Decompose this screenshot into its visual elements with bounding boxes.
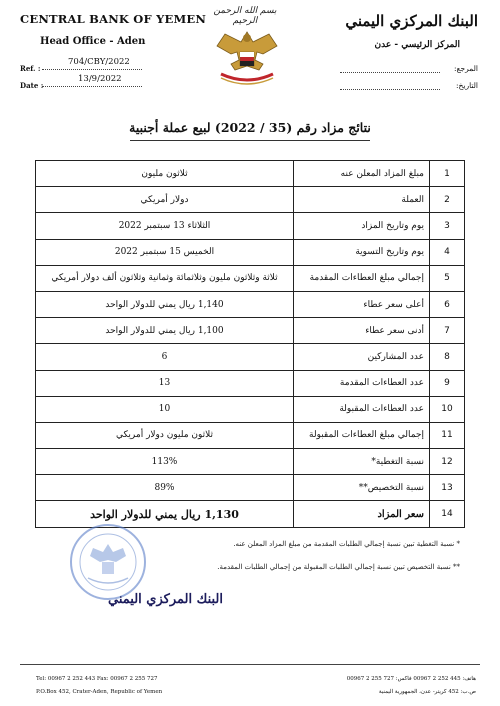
- row-label: عدد العطاءات المقدمة: [294, 370, 430, 396]
- coverage-note: * نسبة التغطية تبين نسبة إجمالي الطلبات المقدمة من مبلغ المزاد المعلن عنه.: [233, 540, 460, 548]
- row-label: يوم وتاريخ التسوية: [294, 239, 430, 265]
- row-value: 1,130 ريال يمني للدولار الواحد: [36, 501, 294, 527]
- yemen-eagle-emblem-icon: [207, 24, 287, 88]
- row-label: نسبة التغطية*: [294, 449, 430, 475]
- row-value: 1,140 ريال يمني للدولار الواحد: [36, 291, 294, 317]
- date-label: Date :: [20, 81, 44, 90]
- table-row: [36, 187, 465, 213]
- title-underline: [130, 140, 370, 141]
- date-value: 13/9/2022: [78, 74, 122, 84]
- row-number: 10: [430, 396, 465, 422]
- row-number: 14: [430, 501, 465, 527]
- row-label: نسبة التخصيص**: [294, 475, 430, 501]
- ref-label: Ref. :: [20, 64, 41, 73]
- row-label: العملة: [294, 187, 430, 213]
- footer-divider: [20, 664, 480, 665]
- row-value: 10: [36, 396, 294, 422]
- row-value: 1,100 ريال يمني للدولار الواحد: [36, 318, 294, 344]
- date-line: [42, 86, 142, 87]
- row-value: 6: [36, 344, 294, 370]
- row-label: يوم وتاريخ المزاد: [294, 213, 430, 239]
- arabic-bank-name: البنك المركزي اليمني: [345, 12, 478, 30]
- table-row: [36, 370, 465, 396]
- row-label: إجمالي مبلغ العطاءات المقبولة: [294, 422, 430, 448]
- english-office-name: Head Office - Aden: [40, 36, 146, 47]
- row-number: 1: [430, 161, 465, 187]
- row-number: 11: [430, 422, 465, 448]
- table-row: [36, 161, 465, 187]
- table-row: [36, 422, 465, 448]
- basmala: بسم الله الرحمن الرحيم: [213, 6, 277, 26]
- row-value: ثلاثون مليون: [36, 161, 294, 187]
- bank-signature: البنك المركزي اليمني: [108, 592, 223, 607]
- footer-english-address: P.O.Box 452, Crater-Aden, Republic of Yemen: [36, 689, 163, 695]
- row-value: ثلاثة وثلاثون مليون وثلاثمائة وثمانية وثلاثون ألف دولار أمريكي: [36, 265, 294, 291]
- arabic-ref-line: [340, 72, 440, 73]
- table-row: [36, 449, 465, 475]
- row-label: عدد العطاءات المقبولة: [294, 396, 430, 422]
- ref-value: 704/CBY/2022: [68, 57, 130, 67]
- row-number: 13: [430, 475, 465, 501]
- table-row: [36, 265, 465, 291]
- arabic-ref-label: المرجع:: [454, 64, 478, 73]
- arabic-office-name: المركز الرئيسي - عدن: [374, 40, 460, 50]
- row-number: 6: [430, 291, 465, 317]
- footer-arabic-address: ص.ب: 452 كريتر- عدن، الجمهورية اليمنية: [378, 689, 476, 695]
- row-label: عدد المشاركين: [294, 344, 430, 370]
- row-label: أعلى سعر عطاء: [294, 291, 430, 317]
- row-number: 12: [430, 449, 465, 475]
- row-number: 7: [430, 318, 465, 344]
- row-number: 2: [430, 187, 465, 213]
- row-value: ثلاثون مليون دولار أمريكي: [36, 422, 294, 448]
- row-value: 89%: [36, 475, 294, 501]
- table-row: [36, 239, 465, 265]
- table-row: [36, 396, 465, 422]
- table-row: [36, 344, 465, 370]
- table-row: [36, 213, 465, 239]
- arabic-date-line: [340, 89, 440, 90]
- auction-results-table: [35, 160, 465, 528]
- row-number: 5: [430, 265, 465, 291]
- row-number: 9: [430, 370, 465, 396]
- table-row: [36, 475, 465, 501]
- row-label: سعر المزاد: [294, 501, 430, 527]
- table-row: [36, 291, 465, 317]
- english-bank-name: CENTRAL BANK OF YEMEN: [20, 12, 207, 26]
- row-number: 8: [430, 344, 465, 370]
- row-value: دولار أمريكي: [36, 187, 294, 213]
- row-label: أدنى سعر عطاء: [294, 318, 430, 344]
- central-bank-seal-icon: [68, 522, 148, 602]
- allocation-note: ** نسبة التخصيص تبين نسبة إجمالي الطلبات المقبولة من إجمالي الطلبات المقدمة.: [217, 563, 460, 571]
- table-row: [36, 318, 465, 344]
- footer-arabic-contact: هاتف: 445 252 2 00967 فاكس: 727 255 2 00967: [346, 676, 476, 682]
- row-value: 13: [36, 370, 294, 396]
- row-value: الثلاثاء 13 سبتمبر 2022: [36, 213, 294, 239]
- row-number: 4: [430, 239, 465, 265]
- row-label: مبلغ المزاد المعلن عنه: [294, 161, 430, 187]
- arabic-date-label: التاريخ:: [456, 81, 478, 90]
- row-number: 3: [430, 213, 465, 239]
- footer-english-contact: Tel: 00967 2 252 443 Fax: 00967 2 255 727: [36, 676, 158, 682]
- row-value: الخميس 15 سبتمبر 2022: [36, 239, 294, 265]
- document-title: نتائج مزاد رقم (35 / 2022) لبيع عملة أجنبية: [129, 120, 371, 135]
- row-value: 113%: [36, 449, 294, 475]
- ref-line: [42, 69, 142, 70]
- row-label: إجمالي مبلغ العطاءات المقدمة: [294, 265, 430, 291]
